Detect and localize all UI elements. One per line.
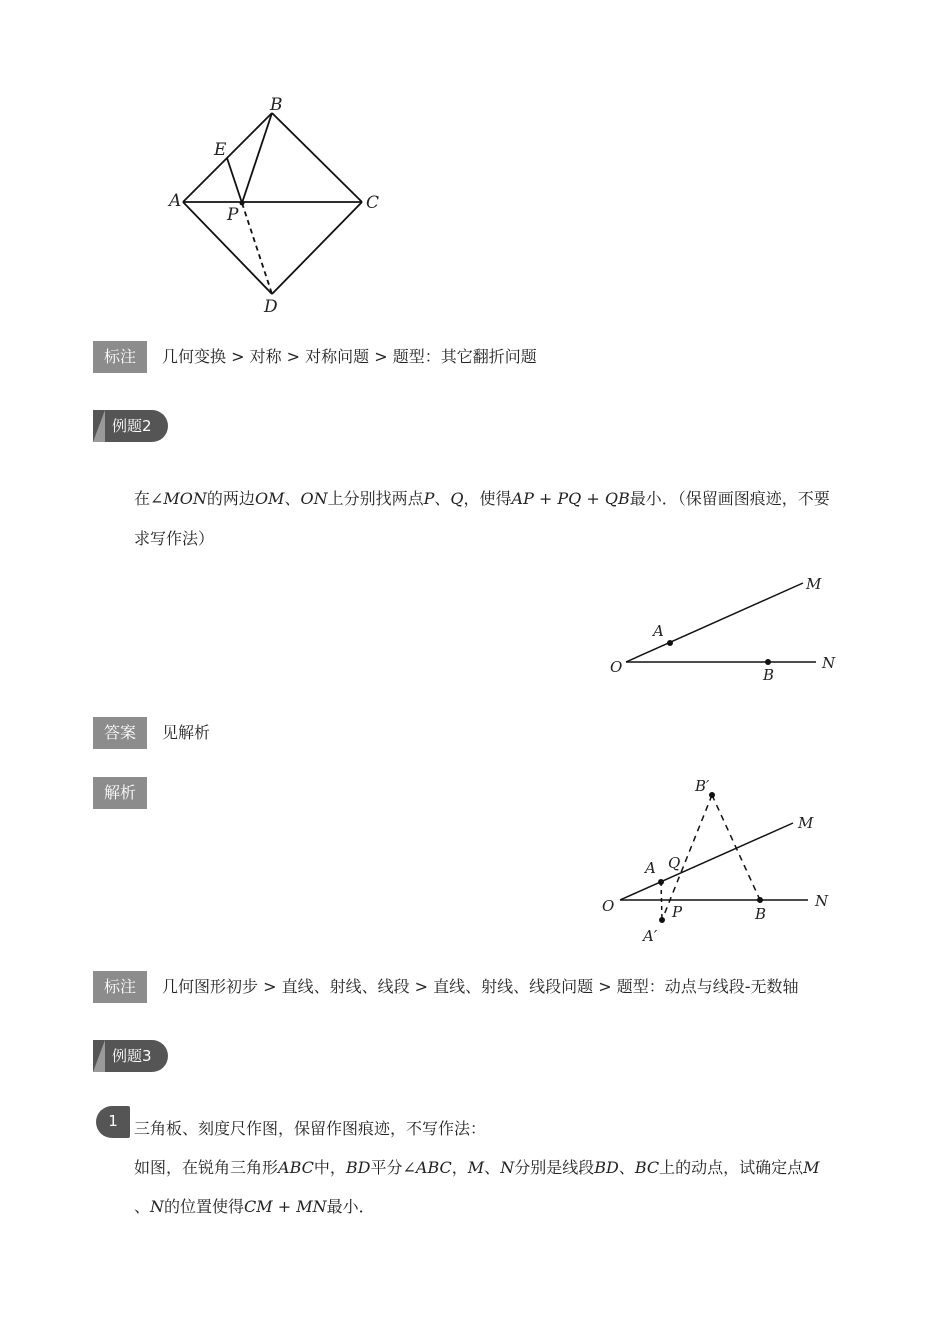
example-2-question-line1: 在∠MON的两边OM、ON上分别找两点P、Q，使得AP + PQ + QB最小．（保留画图痕迹，不要 — [134, 489, 830, 508]
label-a: A — [653, 622, 664, 640]
point-a-prime — [659, 917, 665, 923]
analysis-tag: 解析 — [93, 777, 147, 809]
label-o: O — [610, 658, 623, 676]
note-tag-2: 标注 — [93, 971, 147, 1003]
point-a — [667, 640, 673, 646]
label-n: N — [815, 892, 829, 910]
angle-mon-figure — [600, 570, 850, 685]
label-b: B — [755, 905, 767, 923]
segment-bp — [242, 113, 272, 203]
example-3-label: 例题3 — [112, 1047, 152, 1065]
example-3-line1: 三角板、刻度尺作图，保留作图痕迹，不写作法： — [134, 1119, 487, 1138]
point-b — [757, 897, 763, 903]
label-p: P — [672, 903, 683, 921]
point-b — [765, 659, 771, 665]
rhombus-figure — [160, 90, 400, 320]
label-a-prime: A′ — [643, 927, 658, 945]
point-b-prime — [709, 792, 715, 798]
segment-ep — [227, 158, 242, 203]
note-tag: 标注 — [93, 341, 147, 373]
label-q: Q — [668, 854, 681, 872]
label-b: B — [270, 95, 283, 115]
segment-bprime-b-dashed — [712, 795, 760, 900]
label-a: A — [169, 191, 182, 211]
example-3-header — [93, 1040, 168, 1072]
example-2-header — [93, 410, 168, 442]
segment-cd — [272, 202, 362, 294]
note-path: 几何变换 > 对称 > 对称问题 > 题型：其它翻折问题 — [162, 347, 537, 366]
segment-pd-dashed — [242, 203, 272, 294]
label-m: M — [798, 814, 814, 832]
label-a: A — [645, 859, 656, 877]
answer-text: 见解析 — [162, 723, 211, 742]
analysis-figure — [595, 775, 845, 950]
segment-a-aprime-dashed — [661, 882, 662, 920]
answer-tag: 答案 — [93, 717, 147, 749]
segment-ab — [183, 113, 272, 202]
example-2-label: 例题2 — [112, 417, 152, 435]
label-n: N — [822, 654, 836, 672]
label-o: O — [602, 897, 615, 915]
segment-bc — [272, 113, 362, 202]
label-b: B — [763, 666, 775, 684]
example-2-question-line2: 求写作法） — [134, 529, 215, 548]
point-a — [658, 879, 664, 885]
label-d: D — [264, 297, 278, 317]
example-3-line2: 如图，在锐角三角形ABC中，BD平分∠ABC，M、N分别是线段BD、BC上的动点，试确定点M — [134, 1158, 820, 1177]
note-path-2: 几何图形初步 > 直线、射线、线段 > 直线、射线、线段问题 > 题型：动点与线段-无数轴 — [162, 977, 799, 996]
label-m: M — [806, 575, 822, 593]
label-c: C — [366, 193, 380, 213]
label-b-prime: B′ — [695, 777, 710, 795]
label-p: P — [227, 205, 239, 225]
point-p — [240, 201, 245, 206]
question-number-badge: 1 — [96, 1106, 130, 1138]
example-3-line3: 、N的位置使得CM + MN最小． — [134, 1197, 375, 1216]
label-e: E — [214, 140, 227, 160]
